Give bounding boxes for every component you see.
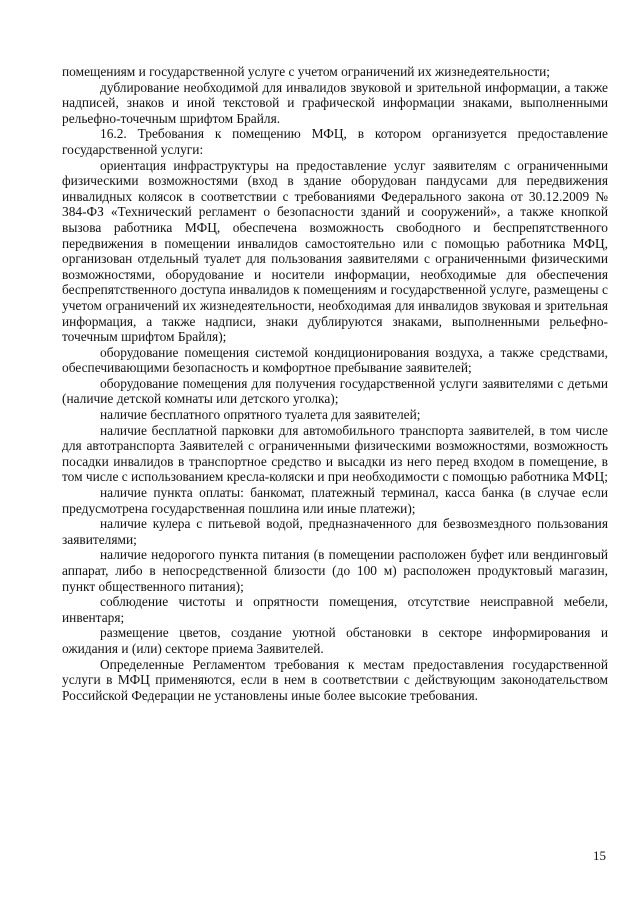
paragraph: размещение цветов, создание уютной обстановки в секторе информирования и ожидания и (или) секторе приема Заявителей. bbox=[62, 625, 608, 656]
paragraph: дублирование необходимой для инвалидов звуковой и зрительной информации, а также надписей, знаков и иной текстовой и графической информации знаками, выполненными рельефно-точечным шрифтом Брайля. bbox=[62, 79, 608, 126]
section-heading-16-2: 16.2. Требования к помещению МФЦ, в котором организуется предоставление государственной услуги: bbox=[62, 126, 608, 157]
paragraph: оборудование помещения для получения государственной услуги заявителями с детьми (наличие детской комнаты или детского уголка); bbox=[62, 375, 608, 407]
page-number: 15 bbox=[593, 848, 606, 863]
paragraph: наличие недорогого пункта питания (в помещении расположен буфет или вендинговый аппарат, либо в непосредственной близости (до 100 м) расположен продуктовый магазин, пункт общественного питания); bbox=[62, 547, 608, 594]
paragraph: наличие кулера с питьевой водой, предназначенного для безвозмездного пользования заявителями; bbox=[62, 516, 608, 547]
paragraph: соблюдение чистоты и опрятности помещения, отсутствие неисправной мебели, инвентаря; bbox=[62, 594, 608, 625]
paragraph-continuation: помещениям и государственной услуге с учетом ограничений их жизнедеятельности; bbox=[62, 64, 551, 79]
paragraph: наличие пункта оплаты: банкомат, платежный терминал, касса банка (в случае если предусмотрена государственная пошлина или иные платежи); bbox=[62, 485, 608, 516]
paragraph: наличие бесплатного опрятного туалета для заявителей; bbox=[100, 407, 421, 423]
document-body bbox=[62, 64, 608, 703]
paragraph: оборудование помещения системой кондиционирования воздуха, а также средствами, обеспечивающими безопасность и комфортное пребывание заявителей; bbox=[62, 344, 608, 376]
paragraph: ориентация инфраструктуры на предоставление услуг заявителям с ограниченными физическими возможностями (вход в здание оборудован пандусами для передвижения инвалидных колясок в соответствии с требованиями Федерального закона от 30.12.2009 № 384-ФЗ «Технический регламент о безопасности зданий и сооружений», а также кнопкой вызова работника МФЦ, обеспечена возможность свободного и беспрепятственного передвижения в помещении инвалидов самостоятельно или с помощью работника МФЦ, организован отдельный туалет для пользования заявителями с ограниченными физическими возможностями, оборудование и носители информации, необходимые для обеспечения беспрепятственного доступа инвалидов к помещениям и государственной услуге, размещены с учетом ограничений их жизнедеятельности, необходимая для инвалидов звуковая и зрительная информация, а также надписи, знаки дублируются знаками, выполненными рельефно-точечным шрифтом Брайля); bbox=[62, 157, 608, 345]
paragraph: наличие бесплатной парковки для автомобильного транспорта заявителей, в том числе для автотранспорта Заявителей с ограниченными физическими возможностями, возможность посадки инвалидов в транспортное средство и высадки из него перед входом в помещение, в том числе с использованием кресла-коляски и при необходимости с помощью работника МФЦ; bbox=[62, 422, 608, 485]
paragraph: Определенные Регламентом требования к местам предоставления государственной услуги в МФЦ применяются, если в нем в соответствии с действующим законодательством Российской Федерации не установлены иные более высокие требования. bbox=[62, 656, 608, 703]
